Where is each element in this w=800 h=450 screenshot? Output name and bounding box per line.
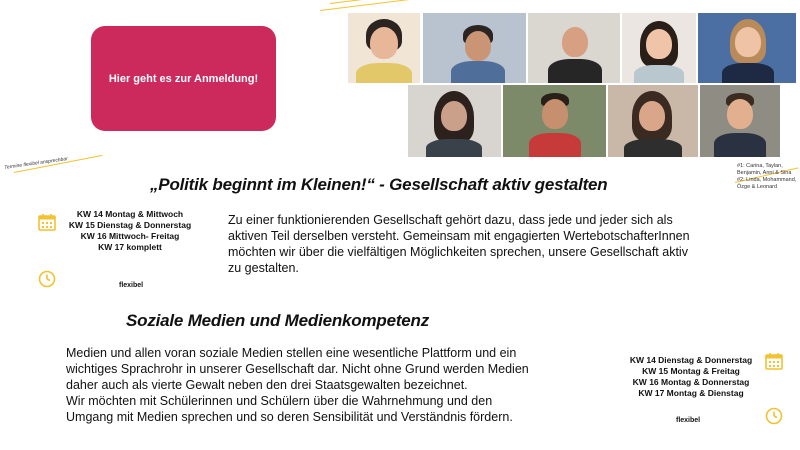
flexibel-label: flexibel <box>119 282 144 289</box>
photo-caption: #1: Carina, Taylan, Benjamin, Anni & Sina #2: Linda, Mohammand, Özge & Leonard <box>737 163 797 190</box>
portrait-photo <box>348 13 420 83</box>
clock-icon <box>38 270 56 288</box>
schedule-item: KW 15 Dienstag & Donnerstag <box>68 220 192 230</box>
flexibel-label: flexibel <box>676 417 701 424</box>
schedule-item: KW 15 Montag & Freitag <box>642 366 740 376</box>
portrait-photo <box>423 13 526 83</box>
portrait-photo <box>622 13 696 83</box>
schedule-list <box>66 209 194 253</box>
schedule-item: KW 17 Montag & Dienstag <box>638 388 744 398</box>
section-title-politics: „Politik beginnt im Kleinen!“ - Gesellschaft aktiv gestalten <box>150 175 608 194</box>
clock-icon <box>765 407 783 425</box>
schedule-item: KW 14 Montag & Mittwoch <box>76 209 184 219</box>
schedule-item: KW 17 komplett <box>98 242 162 252</box>
portrait-photo <box>700 85 780 157</box>
section-text-politics: Zu einer funktionierenden Gesellschaft gehört dazu, dass jede und jeder sich als aktiven Teil derselben versteht. Gemeinsam mit engagierten WertebotschafterInnen möchten wir über die vielfältigen Möglichkeiten sprechen, unsere Gesellschaft aktiv zu gestalten. <box>228 213 690 275</box>
schedule-list <box>622 355 760 399</box>
portrait-photo <box>503 85 606 157</box>
calendar-icon <box>38 213 56 231</box>
registration-button[interactable]: Hier geht es zur Anmeldung! <box>91 26 276 131</box>
portrait-photo <box>698 13 796 83</box>
schedule-item: KW 16 Mittwoch- Freitag <box>80 231 180 241</box>
schedule-note: Termine flexibel ansprechbar <box>4 156 69 171</box>
section-text-media: Medien und allen voran soziale Medien stellen eine wesentliche Plattform und ein wichtiges Sprachrohr in unserer Gesellschaft dar. Nicht ohne Grund werden Medien daher auch als vierte Gewalt neben den drei Staatsgewalten bezeichnet. Wir möchten mit Schülerinnen und Schülern über die Wahrnehmung und den Umgang mit Medien sprechen und so deren Sensibilität und Verständnis fördern. <box>66 346 529 424</box>
schedule-item: KW 16 Montag & Donnerstag <box>632 377 750 387</box>
portrait-photo <box>528 13 620 83</box>
section-title-media: Soziale Medien und Medienkompetenz <box>126 311 430 330</box>
portrait-photo <box>408 85 501 157</box>
portrait-photo <box>608 85 698 157</box>
calendar-icon <box>765 352 783 370</box>
schedule-item: KW 14 Dienstag & Donnerstag <box>629 355 753 365</box>
